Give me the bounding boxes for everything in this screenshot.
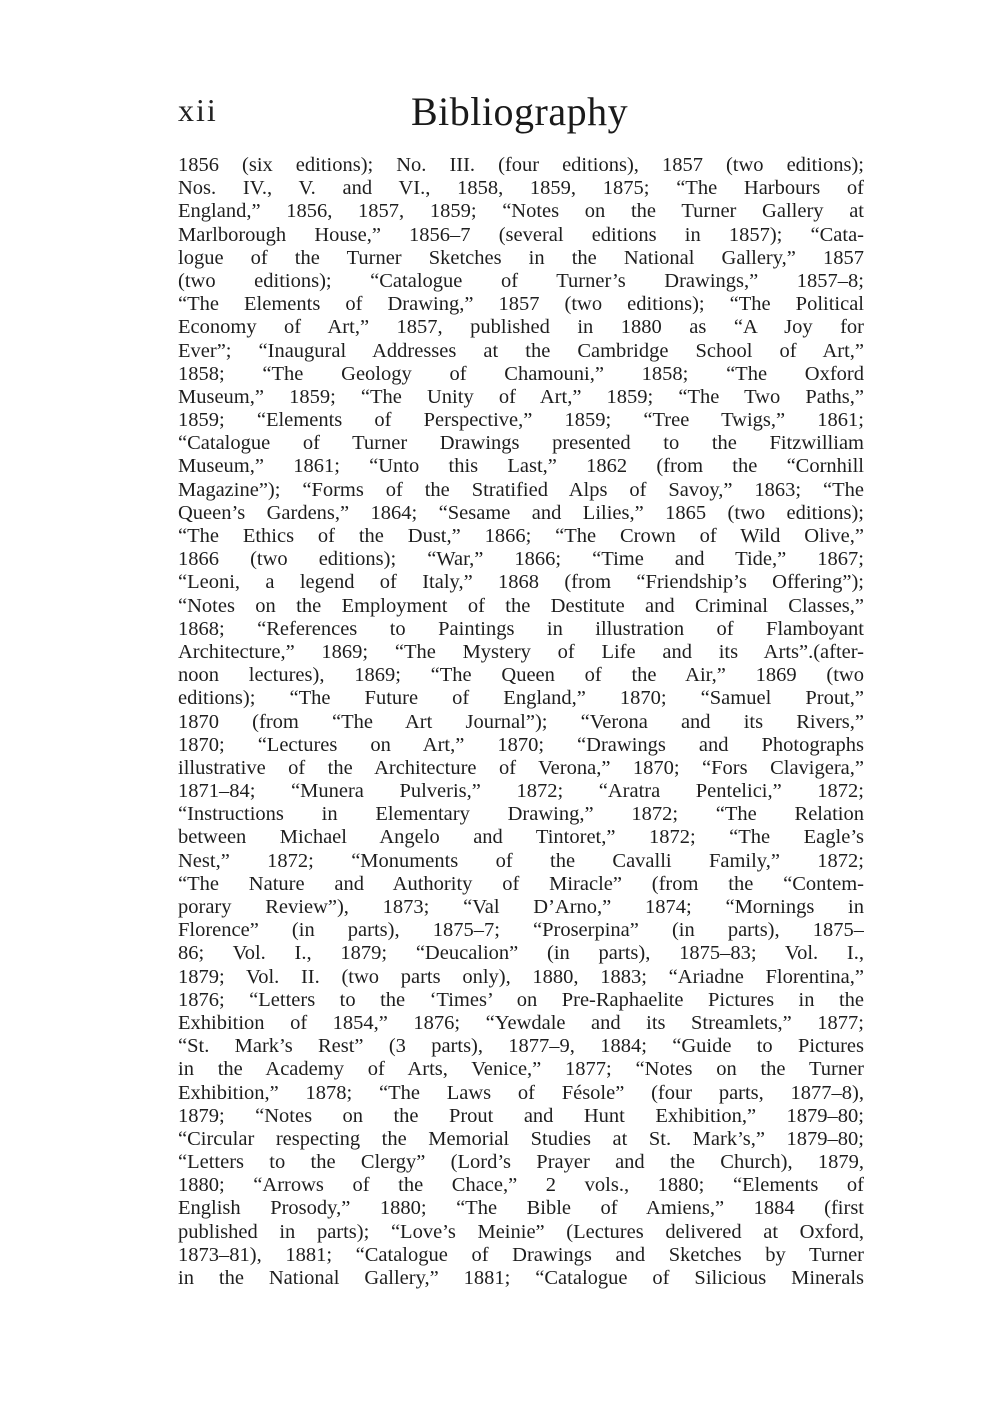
text-line: between Michael Angelo and Tintoret,” 1872; “The Eagle’s bbox=[178, 826, 864, 849]
text-line: “The Nature and Authority of Miracle” (from the “Contem- bbox=[178, 872, 864, 895]
text-line: Ever”; “Inaugural Addresses at the Cambridge School of Art,” bbox=[178, 339, 864, 362]
text-line: Florence” (in parts), 1875–7; “Proserpina” (in parts), 1875– bbox=[178, 919, 864, 942]
text-line: “St. Mark’s Rest” (3 parts), 1877–9, 1884; “Guide to Pictures bbox=[178, 1035, 864, 1058]
text-line: “Circular respecting the Memorial Studies at St. Mark’s,” 1879–80; bbox=[178, 1127, 864, 1150]
text-line: 1879; Vol. II. (two parts only), 1880, 1883; “Ariadne Florentina,” bbox=[178, 965, 864, 988]
text-line: Exhibition,” 1878; “The Laws of Fésole” (four parts, 1877–8), bbox=[178, 1081, 864, 1104]
text-line: Architecture,” 1869; “The Mystery of Life and its Arts”.(after- bbox=[178, 640, 864, 663]
text-line: Museum,” 1861; “Unto this Last,” 1862 (from the “Cornhill bbox=[178, 455, 864, 478]
text-line: “Notes on the Employment of the Destitute and Criminal Classes,” bbox=[178, 594, 864, 617]
text-line: “Leoni, a legend of Italy,” 1868 (from “Friendship’s Offering”); bbox=[178, 571, 864, 594]
text-line: “Catalogue of Turner Drawings presented to the Fitzwilliam bbox=[178, 432, 864, 455]
text-line: England,” 1856, 1857, 1859; “Notes on the Turner Gallery at bbox=[178, 200, 864, 223]
text-line: 1870 (from “The Art Journal”); “Verona and its Rivers,” bbox=[178, 710, 864, 733]
text-line: 1858; “The Geology of Chamouni,” 1858; “The Oxford bbox=[178, 362, 864, 385]
text-line: editions); “The Future of England,” 1870; “Samuel Prout,” bbox=[178, 687, 864, 710]
text-line: (two editions); “Catalogue of Turner’s Drawings,” 1857–8; bbox=[178, 269, 864, 292]
text-line: in the Academy of Arts, Venice,” 1877; “Notes on the Turner bbox=[178, 1058, 864, 1081]
text-line: English Prosody,” 1880; “The Bible of Amiens,” 1884 (first bbox=[178, 1197, 864, 1220]
bibliography-text bbox=[178, 154, 864, 1290]
text-line: 1856 (six editions); No. III. (four editions), 1857 (two editions); bbox=[178, 154, 864, 176]
text-line: illustrative of the Architecture of Verona,” 1870; “Fors Clavigera,” bbox=[178, 756, 864, 779]
text-line: 1871–84; “Munera Pulveris,” 1872; “Aratra Pentelici,” 1872; bbox=[178, 780, 864, 803]
text-line: “The Ethics of the Dust,” 1866; “The Crown of Wild Olive,” bbox=[178, 525, 864, 547]
running-title: Bibliography bbox=[411, 89, 629, 134]
text-line: noon lectures), 1869; “The Queen of the Air,” 1869 (two bbox=[178, 664, 864, 687]
text-line: in the National Gallery,” 1881; “Catalogue of Silicious Minerals bbox=[178, 1267, 864, 1289]
text-line: Exhibition of 1854,” 1876; “Yewdale and its Streamlets,” 1877; bbox=[178, 1011, 864, 1034]
text-line: 1866 (two editions); “War,” 1866; “Time and Tide,” 1867; bbox=[178, 548, 864, 571]
text-line: 1880; “Arrows of the Chace,” 2 vols., 1880; “Elements of bbox=[178, 1174, 864, 1197]
page-number: xii bbox=[178, 92, 218, 128]
text-line: Magazine”); “Forms of the Stratified Alps of Savoy,” 1863; “The bbox=[178, 478, 864, 501]
text-line: “Letters to the Clergy” (Lord’s Prayer and the Church), 1879, bbox=[178, 1151, 864, 1174]
text-line: 1868; “References to Paintings in illustration of Flamboyant bbox=[178, 617, 864, 640]
text-line: 1876; “Letters to the ‘Times’ on Pre-Raphaelite Pictures in the bbox=[178, 988, 864, 1011]
book-page bbox=[178, 88, 864, 1290]
text-line: 1859; “Elements of Perspective,” 1859; “Tree Twigs,” 1861; bbox=[178, 409, 864, 432]
text-line: 1870; “Lectures on Art,” 1870; “Drawings and Photographs bbox=[178, 733, 864, 756]
text-line: published in parts); “Love’s Meinie” (Lectures delivered at Oxford, bbox=[178, 1220, 864, 1243]
text-line: Economy of Art,” 1857, published in 1880 as “A Joy for bbox=[178, 316, 864, 339]
text-line: Museum,” 1859; “The Unity of Art,” 1859; “The Two Paths,” bbox=[178, 385, 864, 408]
text-line: Queen’s Gardens,” 1864; “Sesame and Lilies,” 1865 (two editions); bbox=[178, 501, 864, 524]
text-line: “Instructions in Elementary Drawing,” 1872; “The Relation bbox=[178, 803, 864, 826]
text-line: Marlborough House,” 1856–7 (several editions in 1857); “Cata- bbox=[178, 223, 864, 246]
text-line: “The Elements of Drawing,” 1857 (two editions); “The Political bbox=[178, 293, 864, 316]
running-head bbox=[178, 88, 864, 134]
text-line: porary Review”), 1873; “Val D’Arno,” 1874; “Mornings in bbox=[178, 896, 864, 918]
text-line: Nest,” 1872; “Monuments of the Cavalli Family,” 1872; bbox=[178, 849, 864, 872]
text-line: 86; Vol. I., 1879; “Deucalion” (in parts), 1875–83; Vol. I., bbox=[178, 942, 864, 965]
text-line: 1879; “Notes on the Prout and Hunt Exhibition,” 1879–80; bbox=[178, 1104, 864, 1127]
text-line: 1873–81), 1881; “Catalogue of Drawings and Sketches by Turner bbox=[178, 1243, 864, 1266]
text-line: Nos. IV., V. and VI., 1858, 1859, 1875; “The Harbours of bbox=[178, 177, 864, 200]
text-line: logue of the Turner Sketches in the National Gallery,” 1857 bbox=[178, 246, 864, 269]
